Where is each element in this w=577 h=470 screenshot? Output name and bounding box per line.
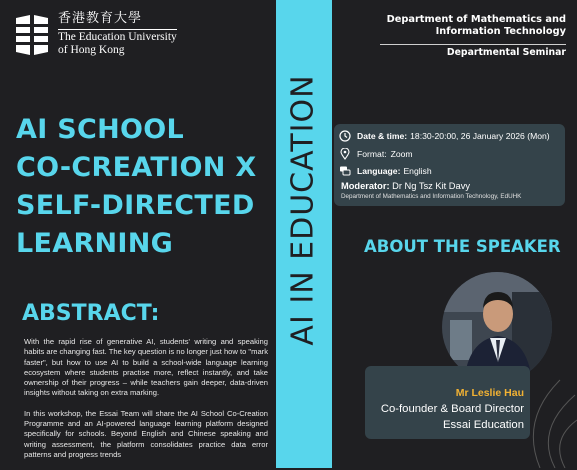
datetime-value: 18:30-20:00, 26 January 2026 (Mon) — [410, 131, 550, 141]
title-line: AI SCHOOL — [16, 114, 185, 145]
clock-icon — [339, 130, 351, 142]
language-label: Language: — [357, 166, 401, 176]
speech-bubble-icon — [339, 165, 351, 177]
datetime-row — [339, 130, 550, 142]
seminar-type: Departmental Seminar — [446, 47, 566, 58]
moderator-value: Dr Ng Tsz Kit Davy — [392, 181, 470, 191]
department-line1: Department of Mathematics and — [386, 14, 566, 25]
title-line: SELF-DIRECTED — [16, 190, 255, 221]
language-row — [339, 165, 432, 177]
about-speaker-heading: ABOUT THE SPEAKER — [364, 237, 561, 256]
abstract-paragraph: With the rapid rise of generative AI, students' writing and speaking habits are changing fast. The key question is no longer just how to "mark faster", but how to use AI to build a school-wide language learning ecosystem where students practise more, reflect instantly, and take ownership of their progress – while teachers gain deeper, data-driven insights without taking on extra marking. — [24, 337, 269, 398]
moderator-line — [341, 181, 470, 191]
speaker-role: Co-founder & Board Director — [380, 403, 524, 415]
speaker-card — [365, 366, 530, 439]
title-line: CO-CREATION X — [16, 152, 257, 183]
format-row — [339, 148, 413, 160]
department-name — [387, 14, 566, 38]
department-line2: Information Technology — [435, 26, 566, 37]
abstract-paragraph: In this workshop, the Essai Team will share the AI School Co-Creation Programme and an AI-powered language learning platform designed specifically for schools. Beyond English and Chinese speaking and writing assessment, the platform consolidates practice data error patterns and progress trends — [24, 408, 268, 459]
language-value: English — [403, 166, 432, 176]
abstract-heading: ABSTRACT: — [22, 301, 160, 326]
moderator-label: Moderator: — [341, 181, 390, 191]
location-pin-icon — [339, 148, 351, 160]
university-name-en-line2: of Hong Kong — [58, 44, 125, 57]
speaker-organization: Essai Education — [442, 419, 524, 431]
university-logo — [12, 12, 177, 58]
university-name-zh: 香港教育大學 — [58, 11, 143, 26]
eduhk-emblem-icon — [12, 12, 52, 58]
format-label: Format: — [357, 149, 387, 159]
format-value: Zoom — [390, 149, 413, 159]
datetime-label: Date & time: — [357, 131, 408, 141]
moderator-department: Department of Mathematics and Information Technology, EdUHK — [341, 193, 522, 200]
divider — [380, 44, 566, 45]
event-info-panel — [334, 124, 565, 206]
seminar-title — [16, 111, 276, 263]
band-title: AI IN EDUCATION — [285, 74, 321, 346]
speaker-name: Mr Leslie Hau — [455, 387, 524, 399]
abstract-body — [24, 337, 268, 470]
title-line: LEARNING — [16, 228, 174, 259]
university-name-en-line1: The Education University — [58, 30, 177, 43]
